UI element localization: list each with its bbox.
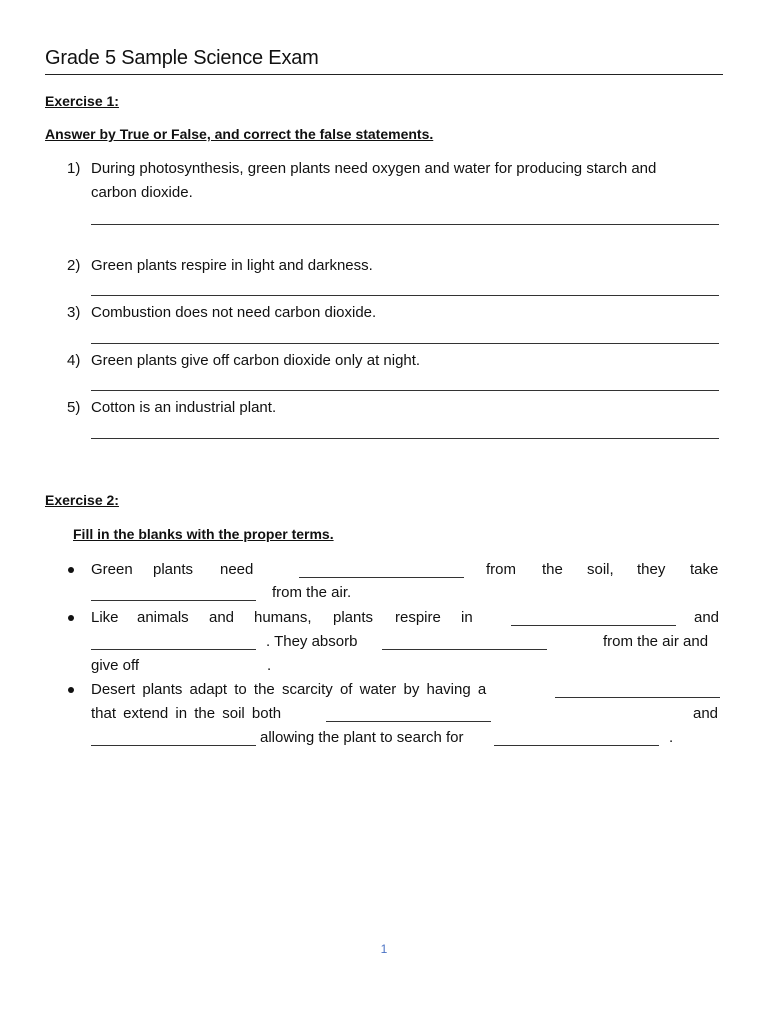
fill-in-blank[interactable] bbox=[91, 649, 256, 650]
question-text: Green plants respire in light and darkness. bbox=[91, 257, 373, 274]
bullet-text: Desert plants adapt to the scarcity of water by having a bbox=[91, 681, 487, 698]
bullet-text: give off bbox=[91, 657, 140, 674]
question-text: Combustion does not need carbon dioxide. bbox=[91, 304, 377, 321]
bullet-text: . bbox=[669, 729, 674, 746]
answer-line[interactable] bbox=[91, 224, 719, 225]
fill-in-blank[interactable] bbox=[555, 697, 720, 698]
exercise-2-instruction: Fill in the blanks with the proper terms. bbox=[73, 526, 334, 542]
bullet-word: humans, bbox=[254, 609, 312, 626]
question-text: During photosynthesis, green plants need oxygen and water for producing starch and bbox=[91, 160, 657, 177]
answer-line[interactable] bbox=[91, 295, 719, 296]
fill-in-blank[interactable] bbox=[326, 721, 491, 722]
bullet-word: animals bbox=[137, 609, 189, 626]
page-number: 1 bbox=[380, 942, 388, 956]
bullet-word: and bbox=[694, 609, 720, 626]
exercise-1-instruction: Answer by True or False, and correct the false statements. bbox=[45, 126, 434, 142]
question-number: 4) bbox=[67, 352, 81, 369]
bullet-dot bbox=[68, 567, 74, 573]
question-text: Cotton is an industrial plant. bbox=[91, 399, 277, 416]
bullet-text: that extend in the soil both bbox=[91, 705, 282, 722]
bullet-dot bbox=[68, 615, 74, 621]
question-number: 1) bbox=[67, 160, 81, 177]
bullet-word: take bbox=[690, 561, 719, 578]
bullet-text: allowing the plant to search for bbox=[260, 729, 464, 746]
bullet-word: need bbox=[220, 561, 254, 578]
question-number: 5) bbox=[67, 399, 81, 416]
bullet-word: they bbox=[637, 561, 666, 578]
bullet-text: . They absorb bbox=[266, 633, 358, 650]
answer-line[interactable] bbox=[91, 438, 719, 439]
fill-in-blank[interactable] bbox=[382, 649, 547, 650]
bullet-word: the bbox=[542, 561, 563, 578]
fill-in-blank[interactable] bbox=[91, 600, 256, 601]
bullet-word: in bbox=[461, 609, 473, 626]
bullet-word: respire bbox=[395, 609, 441, 626]
fill-in-blank[interactable] bbox=[494, 745, 659, 746]
bullet-word: Like bbox=[91, 609, 119, 626]
page-title: Grade 5 Sample Science Exam bbox=[45, 47, 723, 75]
bullet-word: and bbox=[209, 609, 235, 626]
fill-in-blank[interactable] bbox=[91, 745, 256, 746]
bullet-text: . bbox=[267, 657, 272, 674]
question-number: 3) bbox=[67, 304, 81, 321]
bullet-word: from bbox=[486, 561, 516, 578]
bullet-dot bbox=[68, 687, 74, 693]
bullet-word: Green bbox=[91, 561, 133, 578]
exercise-2-heading: Exercise 2: bbox=[45, 492, 119, 508]
bullet-word: soil, bbox=[587, 561, 614, 578]
answer-line[interactable] bbox=[91, 390, 719, 391]
bullet-text: and bbox=[693, 705, 719, 722]
exercise-1-heading: Exercise 1: bbox=[45, 93, 119, 109]
question-number: 2) bbox=[67, 257, 81, 274]
question-text: carbon dioxide. bbox=[91, 184, 193, 201]
bullet-word: plants bbox=[153, 561, 194, 578]
answer-line[interactable] bbox=[91, 343, 719, 344]
fill-in-blank[interactable] bbox=[511, 625, 676, 626]
bullet-text: from the air. bbox=[272, 584, 352, 601]
bullet-text: from the air and bbox=[603, 633, 709, 650]
fill-in-blank[interactable] bbox=[299, 577, 464, 578]
bullet-word: plants bbox=[333, 609, 374, 626]
question-text: Green plants give off carbon dioxide only at night. bbox=[91, 352, 421, 369]
